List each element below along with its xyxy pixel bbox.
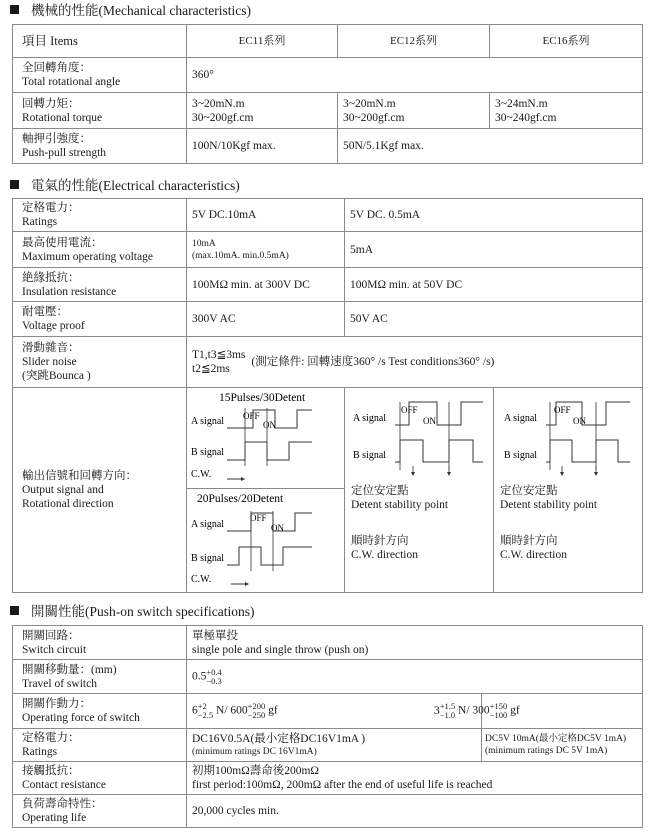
table-row <box>13 268 643 302</box>
cw-label: C.W. <box>191 574 212 585</box>
detent-marker-heads <box>560 472 598 476</box>
a-signal-wave <box>227 513 312 531</box>
a-signal-label: A signal <box>353 413 387 424</box>
row-label: 絶緣抵抗： Insulation resistance <box>13 268 187 302</box>
on-label: ON <box>271 523 284 533</box>
detent-marker-heads <box>411 472 451 476</box>
waveform-15pulses <box>187 388 344 484</box>
row-label: 接觸抵抗： Contact resistance <box>13 762 187 795</box>
waveform-20pulses <box>187 489 344 588</box>
detent-caption-zh: 定位安定點 <box>500 485 558 497</box>
pulses-15-label: 15Pulses/30Detent <box>219 392 306 404</box>
off-label: OFF <box>243 411 260 421</box>
ec11-waveforms <box>187 388 345 593</box>
ec11-wave-table <box>187 388 344 592</box>
table-row <box>13 694 643 729</box>
cw-arrow-head <box>245 582 249 586</box>
total-angle-value: 360° <box>187 58 643 93</box>
header-ec16: EC16系列 <box>490 25 643 58</box>
pushon-title-text: 開關性能(Push-on switch specifications) <box>31 604 255 619</box>
electrical-table <box>12 198 643 593</box>
insulation-ec12: 100MΩ min. at 50V DC <box>345 268 643 302</box>
row-label: 開關作動力： Operating force of switch <box>13 694 187 729</box>
b-signal-wave <box>227 547 312 565</box>
electrical-section-title <box>10 177 240 195</box>
slider-noise-value: T1,t3≦3ms t2≦2ms (測定條件: 回轉速度360° /s Test conditions360° /s) <box>187 337 643 388</box>
output-signal-row <box>13 388 643 593</box>
table-row <box>13 93 643 129</box>
header-ec12: EC12系列 <box>338 25 490 58</box>
row-label: 回轉力矩： Rotational torque <box>13 93 187 129</box>
pulses-20-label: 20Pulses/20Detent <box>197 493 284 505</box>
header-items: 項目 Items <box>13 25 187 58</box>
cw-arrow-head <box>241 477 245 481</box>
a-signal-label: A signal <box>191 416 225 427</box>
cw-caption-zh: 順時針方向 <box>500 535 558 547</box>
row-label: 耐電壓： Voltage proof <box>13 302 187 337</box>
voltage-proof-ec11: 300V AC <box>187 302 345 337</box>
waveform-ec16 <box>494 388 642 480</box>
mechanical-header-row <box>13 25 643 58</box>
detent-caption-zh: 定位安定點 <box>351 485 409 497</box>
table-row <box>13 199 643 232</box>
ratings-right-value: DC5V 10mA(最小定格DC5V 1mA) (minimum ratings DC 5V 1mA) <box>482 729 643 762</box>
detent-marker-lines <box>413 466 449 474</box>
table-row <box>13 58 643 93</box>
b-signal-wave <box>395 440 483 462</box>
b-signal-label: B signal <box>191 553 225 564</box>
row-label: 滑動雜音： Slider noise (突跳Bounca ) <box>13 337 187 388</box>
travel-value: 0.5 +0.4 −0.3 <box>187 660 643 694</box>
a-signal-label: A signal <box>191 519 225 530</box>
table-row <box>13 762 643 795</box>
row-label: 最高使用電流： Maximum operating voltage <box>13 232 187 268</box>
ec16-waveforms <box>494 388 643 593</box>
cw-label: C.W. <box>191 469 212 480</box>
switch-circuit-value: 單極單投 single pole and single throw (push on) <box>187 626 643 660</box>
row-label: 負荷壽命特性： Operating life <box>13 795 187 828</box>
table-row <box>13 660 643 694</box>
b-signal-label: B signal <box>191 447 225 458</box>
ec12-waveforms <box>345 388 494 593</box>
row-label: 全回轉角度： Total rotational angle <box>13 58 187 93</box>
table-row <box>13 302 643 337</box>
torque-ec12: 3~20mN.m 30~200gf.cm <box>338 93 490 129</box>
pushpull-ec11: 100N/10Kgf max. <box>187 129 338 164</box>
b-signal-label: B signal <box>353 450 387 461</box>
mechanical-title-text: 機械的性能(Mechanical characteristics) <box>31 3 252 18</box>
off-label: OFF <box>554 405 571 415</box>
max-voltage-ec12: 5mA <box>345 232 643 268</box>
pushpull-ec12: 50N/5.1Kgf max. <box>338 129 643 164</box>
row-label: 定格電力： Ratings <box>13 199 187 232</box>
pushon-section-title <box>10 603 254 621</box>
table-row <box>13 232 643 268</box>
row-label: 定格電力： Ratings <box>13 729 187 762</box>
mechanical-table <box>12 24 643 164</box>
off-label: OFF <box>401 405 418 415</box>
detent-caption-en: Detent stability point <box>500 499 598 511</box>
table-row <box>13 626 643 660</box>
force-left-value: 6 +2 −2.5 N/ 600 +200 −250 gf <box>187 694 482 729</box>
row-label: 輸出信號和回轉方向： Output signal and Rotational direction <box>13 388 187 593</box>
torque-ec16: 3~24mN.m 30~240gf.cm <box>490 93 643 129</box>
table-row <box>13 729 643 762</box>
waveform-ec12 <box>345 388 493 480</box>
max-voltage-ec11: 10mA (max.10mA. min.0.5mA) <box>187 232 345 268</box>
b-signal-wave <box>546 440 630 462</box>
voltage-proof-ec12: 50V AC <box>345 302 643 337</box>
force-right-value: 3 +1.5 −1.0 N/ 300 +150 −100 gf <box>482 694 643 729</box>
section-bullet <box>10 180 19 189</box>
ratings-ec11: 5V DC.10mA <box>187 199 345 232</box>
header-ec11: EC11系列 <box>187 25 338 58</box>
detent-marker-lines <box>562 466 596 474</box>
on-label: ON <box>423 416 436 426</box>
mechanical-section-title <box>10 2 251 20</box>
contact-resistance-value: 初期100mΩ壽命後200mΩ first period:100mΩ, 200mΩ after the end of useful life is reached <box>187 762 643 795</box>
cw-caption-zh: 順時針方向 <box>351 535 409 547</box>
ratings-left-value: DC16V0.5A(最小定格DC16V1mA ) (minimum ratings DC 16V1mA) <box>187 729 482 762</box>
insulation-ec11: 100MΩ min. at 300V DC <box>187 268 345 302</box>
table-row <box>13 795 643 828</box>
b-signal-label: B signal <box>504 450 538 461</box>
on-label: ON <box>573 416 586 426</box>
on-label: ON <box>263 420 276 430</box>
cw-caption-en: C.W. direction <box>500 549 567 561</box>
table-row <box>13 337 643 388</box>
a-signal-label: A signal <box>504 413 538 424</box>
cw-caption-en: C.W. direction <box>351 549 418 561</box>
row-label: 開關回路： Switch circuit <box>13 626 187 660</box>
operating-life-value: 20,000 cycles min. <box>187 795 643 828</box>
section-bullet <box>10 5 19 14</box>
row-label: 軸押引強度： Push-pull strength <box>13 129 187 164</box>
pushon-table <box>12 625 643 828</box>
detent-caption-en: Detent stability point <box>351 499 449 511</box>
torque-ec11: 3~20mN.m 30~200gf.cm <box>187 93 338 129</box>
off-label: OFF <box>250 513 267 523</box>
electrical-title-text: 電氣的性能(Electrical characteristics) <box>31 178 240 193</box>
ratings-ec12: 5V DC. 0.5mA <box>345 199 643 232</box>
row-label: 開關移動量：(mm) Travel of switch <box>13 660 187 694</box>
section-bullet <box>10 606 19 615</box>
table-row <box>13 129 643 164</box>
b-signal-wave <box>227 442 312 460</box>
